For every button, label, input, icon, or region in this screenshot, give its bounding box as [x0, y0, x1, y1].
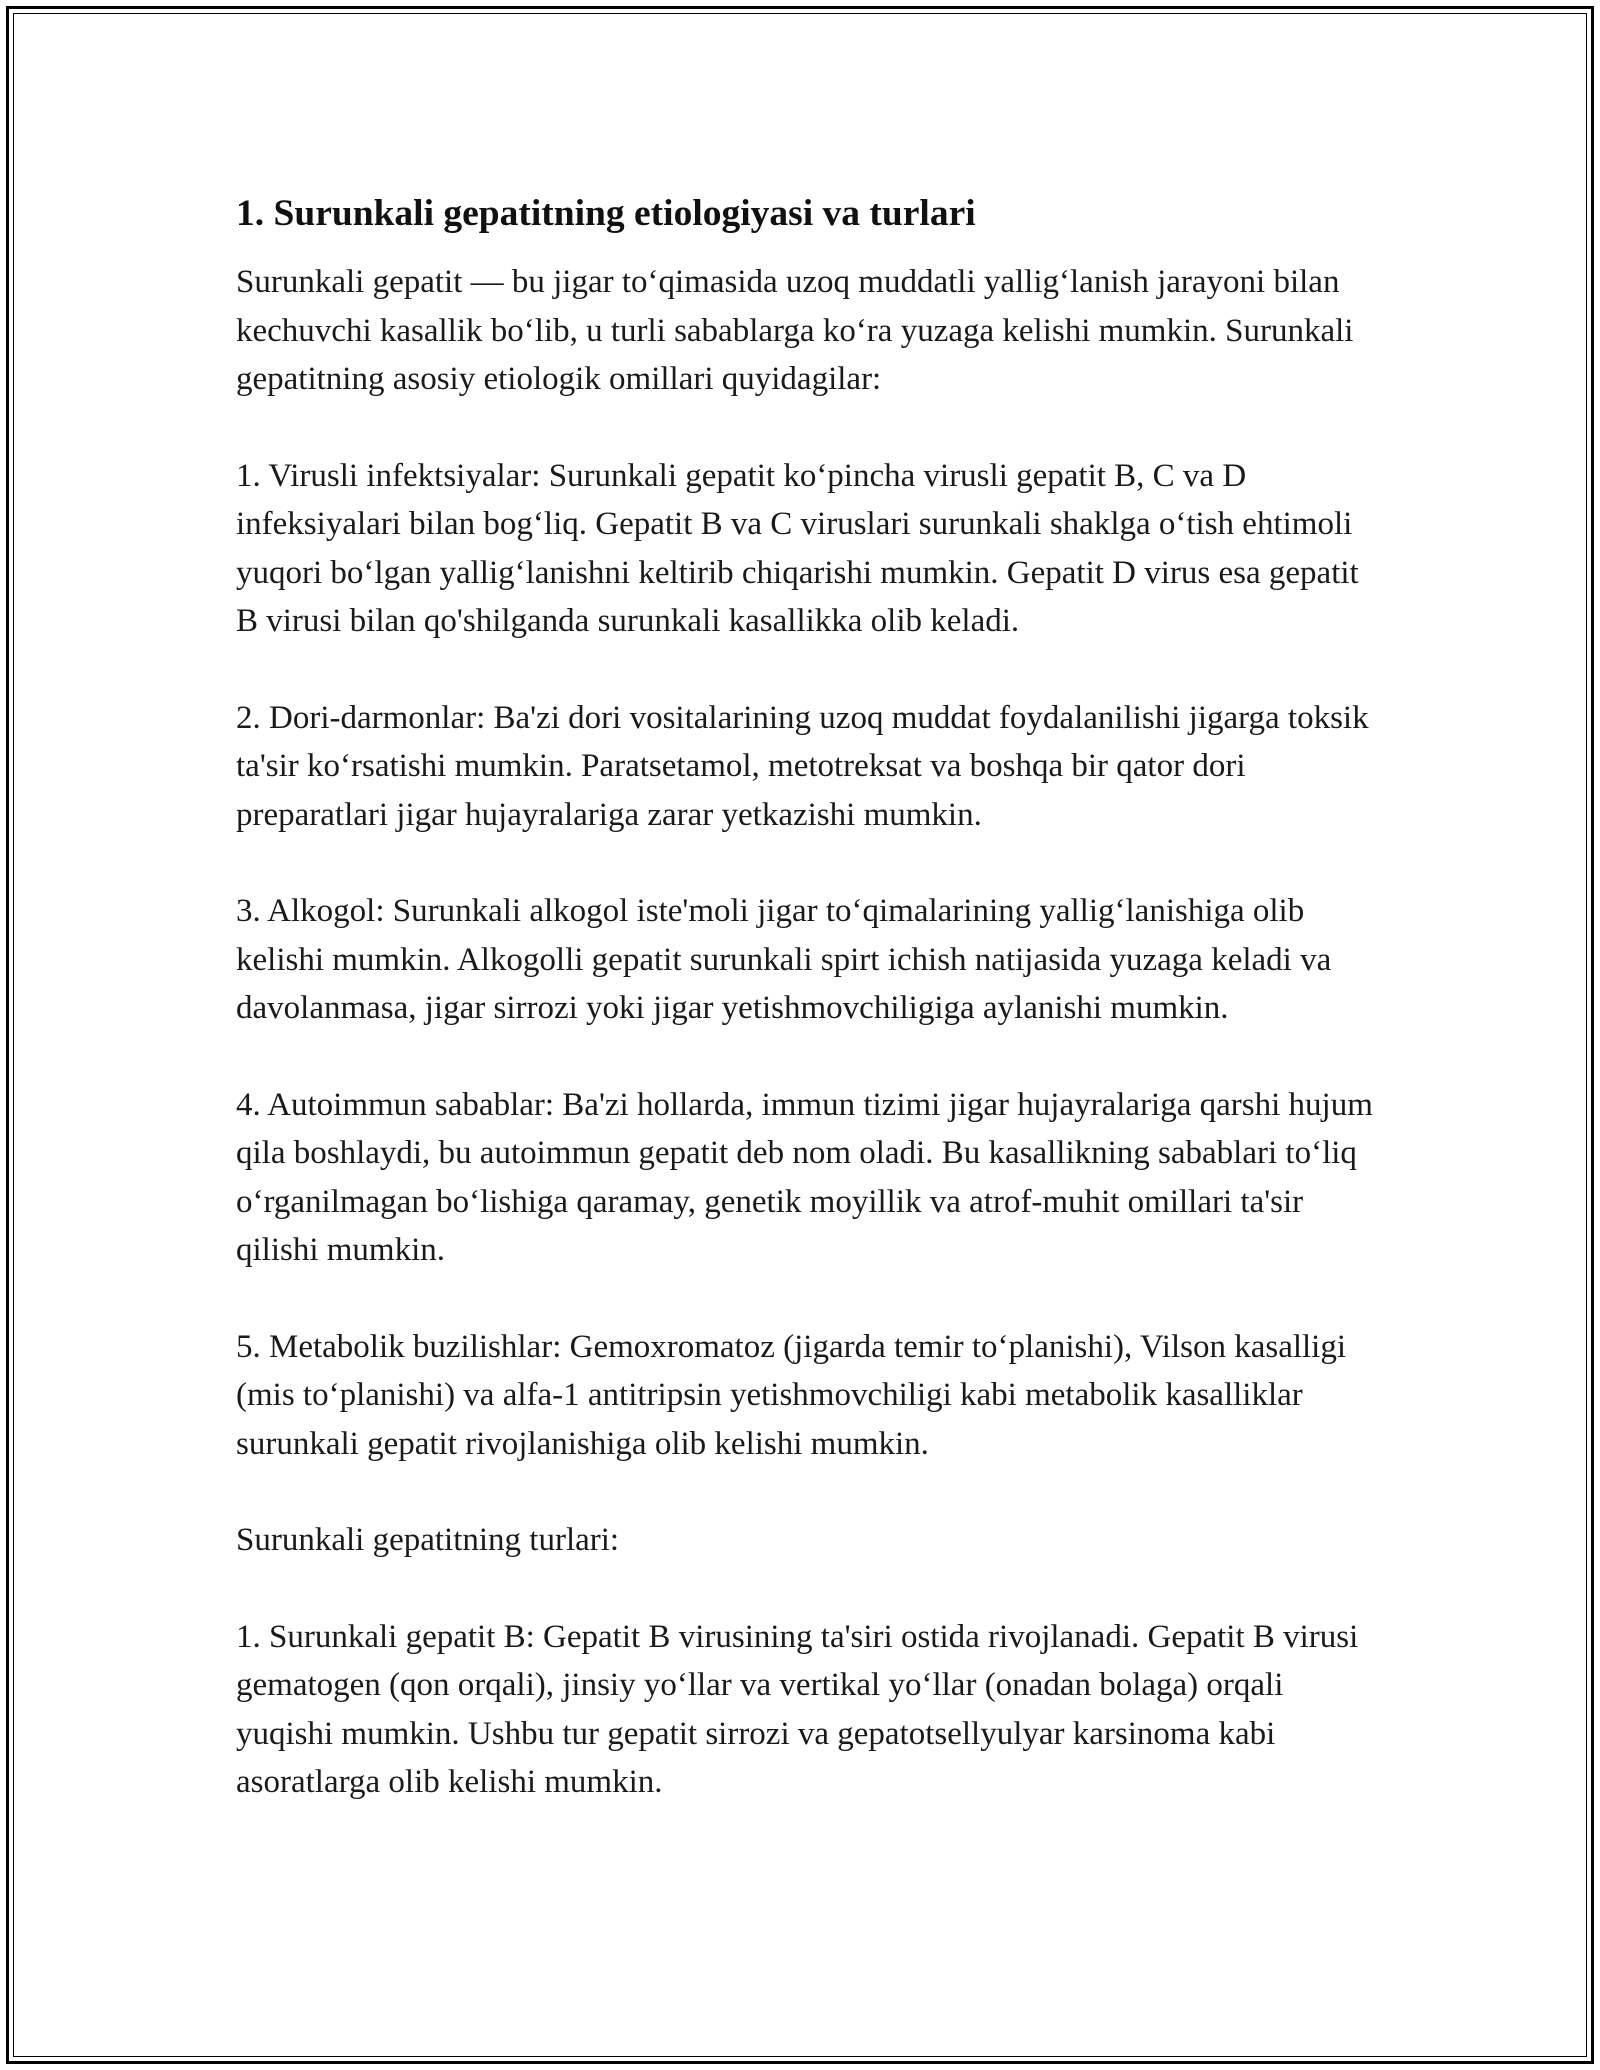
paragraph-hepatitis-b: 1. Surunkali gepatit B: Gepatit B virusining ta'siri ostida rivojlanadi. Gepatit B virusi gematogen (qon orqali), jinsiy yo‘llar va vertikal yo‘llar (onadan bolaga) orqali yuqishi mumkin. Ushbu tur gepatit sirrozi va gepatotsellyulyar karsinoma kabi asoratlarga olib kelishi mumkin. — [236, 1618, 1359, 1800]
paragraph-metabolic: 5. Metabolik buzilishlar: Gemoxromatoz (jigarda temir to‘planishi), Vilson kasalligi (mis to‘planishi) va alfa-1 antitripsin yetishmovchiligi kabi metabolik kasalliklar surunkali gepatit rivojlanishiga olib kelishi mumkin. — [236, 1328, 1347, 1462]
page-title: 1. Surunkali gepatitning etiologiyasi va turlari — [236, 193, 976, 234]
paragraph-autoimmune: 4. Autoimmun sabablar: Ba'zi hollarda, immun tizimi jigar hujayralariga qarshi hujum qila boshlaydi, bu autoimmun gepatit deb nom oladi. Bu kasallikning sabablari to‘liq o‘rganilmagan bo‘lishiga qaramay, genetik moyillik va atrof-muhit omillari ta'sir qilishi mumkin. — [236, 1086, 1373, 1268]
paragraph-alcohol: 3. Alkogol: Surunkali alkogol iste'moli jigar to‘qimalarining yallig‘lanishiga olib kelishi mumkin. Alkogolli gepatit surunkali spirt ichish natijasida yuzaga keladi va davolanmasa, jigar sirrozi yoki jigar yetishmovchiligiga aylanishi mumkin. — [236, 893, 1332, 1026]
document-body — [236, 188, 1386, 1855]
paragraph-medications: 2. Dori-darmonlar: Ba'zi dori vositalarining uzoq muddat foydalanilishi jigarga toksik ta'sir ko‘rsatishi mumkin. Paratsetamol, metotreksat va boshqa bir qator dori preparatlari jigar hujayralariga zarar yetkazishi mumkin. — [236, 699, 1369, 833]
types-heading-paragraph: Surunkali gepatitning turlari: — [236, 1522, 620, 1558]
paragraph-viral-infections: 1. Virusli infektsiyalar: Surunkali gepatit ko‘pincha virusli gepatit B, C va D infeksiyalari bilan bog‘liq. Gepatit B va C viruslari surunkali shaklga o‘tish ehtimoli yuqori bo‘lgan yallig‘lanishni keltirib chiqarishi mumkin. Gepatit D virus esa gepatit B virusi bilan qo'shilganda surunkali kasallikka olib keladi. — [236, 457, 1359, 639]
intro-paragraph: Surunkali gepatit — bu jigar to‘qimasida uzoq muddatli yallig‘lanish jarayoni bilan kechuvchi kasallik bo‘lib, u turli sabablarga ko‘ra yuzaga kelishi mumkin. Surunkali gepatitning asosiy etiologik omillari quyidagilar: — [236, 264, 1354, 397]
